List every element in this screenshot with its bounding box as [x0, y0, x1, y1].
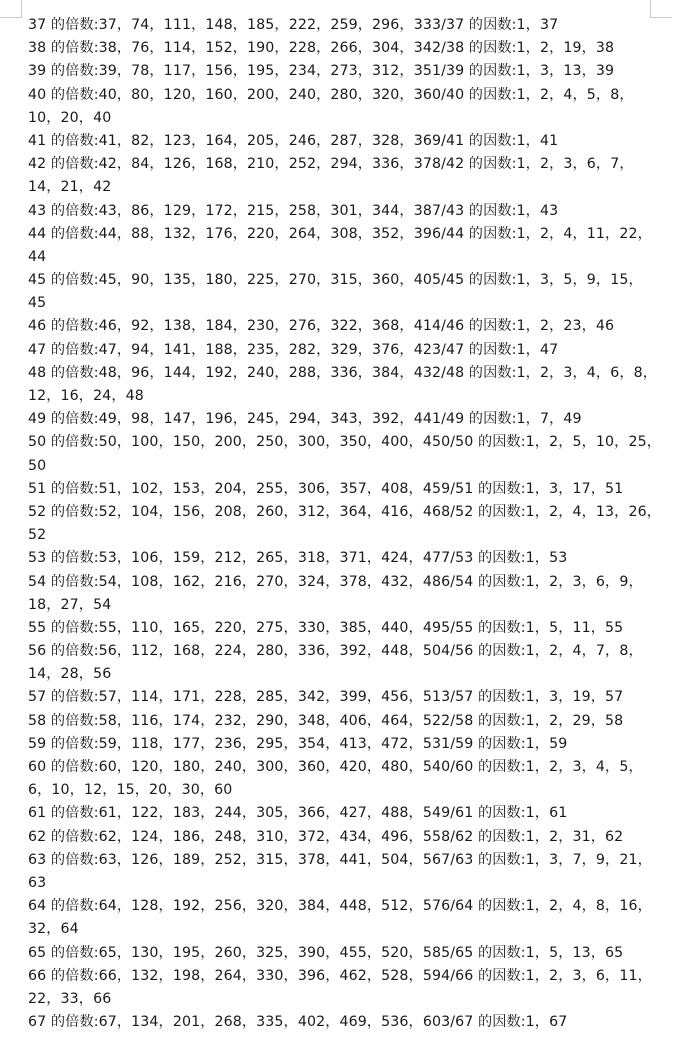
- text-line: 44 的倍数:44，88，132，176，220，264，308，352，396/44 的因数:1，2，4，11，22，: [28, 225, 652, 242]
- text-line: 66 的倍数:66，132，198，264，330，396，462，528，594/66 的因数:1，2，3，6，11，: [28, 967, 652, 984]
- text-line: 53 的倍数:53，106，159，212，265，318，371，424，477/53 的因数:1，53: [28, 550, 568, 567]
- text-line: 45 的倍数:45，90，135，180，225，270，315，360，405/45 的因数:1，3，5，9，15，: [28, 272, 643, 289]
- text-line: 45: [28, 295, 47, 312]
- text-line: 59 的倍数:59，118，177，236，295，354，413，472，531/59 的因数:1，59: [28, 735, 568, 752]
- text-line: 38 的倍数:38，76，114，152，190，228，266，304，342/38 的因数:1，2，19，38: [28, 40, 615, 57]
- text-line: 6，10，12，15，20，30，60: [28, 782, 233, 799]
- text-line: 39 的倍数:39，78，117，156，195，234，273，312，351/39 的因数:1，3，13，39: [28, 63, 615, 80]
- text-line: 54 的倍数:54，108，162，216，270，324，378，432，486/54 的因数:1，2，3，6，9，: [28, 573, 643, 590]
- text-line: 41 的倍数:41，82，123，164，205，246，287，328，369/41 的因数:1，41: [28, 132, 559, 149]
- text-line: 40 的倍数:40，80，120，160，200，240，280，320，360/40 的因数:1，2，4，5，8，: [28, 86, 634, 103]
- text-line: 37 的倍数:37，74，111，148，185，222，259，296，333/37 的因数:1，37: [28, 17, 559, 33]
- text-line: 12，16，24，48: [28, 388, 144, 404]
- text-line: 32，64: [28, 921, 79, 938]
- text-line: 57 的倍数:57，114，171，228，285，342，399，456，513/57 的因数:1，3，19，57: [28, 689, 624, 706]
- text-line: 56 的倍数:56，112，168，224，280，336，392，448，504/56 的因数:1，2，4，7，8，: [28, 643, 643, 660]
- text-line: 10，20，40: [28, 109, 112, 126]
- text-line: 14，21，42: [28, 179, 112, 196]
- text-line: 64 的倍数:64，128，192，256，320，384，448，512，576/64 的因数:1，2，4，8，16，: [28, 898, 652, 915]
- text-line: 49 的倍数:49，98，147，196，245，294，343，392，441/49 的因数:1，7，49: [28, 411, 582, 428]
- text-line: 60 的倍数:60，120，180，240，300，360，420，480，540/60 的因数:1，2，3，4，5，: [28, 759, 643, 775]
- text-line: 65 的倍数:65，130，195，260，325，390，455，520，585/65 的因数:1，5，13，65: [28, 944, 624, 961]
- text-line: 51 的倍数:51，102，153，204，255，306，357，408，459/51 的因数:1，3，17，51: [28, 480, 624, 497]
- text-line: 14，28，56: [28, 666, 112, 683]
- document-body: [28, 14, 662, 1034]
- text-line: 50 的倍数:50，100，150，200，250，300，350，400，450/50 的因数:1，2，5，10，25，: [28, 434, 662, 451]
- text-line: 42 的倍数:42，84，126，168，210，252，294，336，378/42 的因数:1，2，3，6，7，: [28, 156, 634, 173]
- text-line: 63 的倍数:63，126，189，252，315，378，441，504，567/63 的因数:1，3，7，9，21，: [28, 851, 652, 868]
- text-line: 52: [28, 527, 47, 544]
- page-corner-mark-left: [0, 0, 22, 18]
- text-line: 61 的倍数:61，122，183，244，305，366，427，488，549/61 的因数:1，61: [28, 805, 568, 822]
- text-line: 63: [28, 874, 47, 891]
- text-line: 46 的倍数:46，92，138，184，230，276，322，368，414/46 的因数:1，2，23，46: [28, 318, 615, 335]
- text-line: 43 的倍数:43，86，129，172，215，258，301，344，387/43 的因数:1，43: [28, 202, 559, 219]
- text-line: 52 的倍数:52，104，156，208，260，312，364，416，468/52 的因数:1，2，4，13，26，: [28, 503, 662, 520]
- text-line: 47 的倍数:47，94，141，188，235，282，329，376，423/47 的因数:1，47: [28, 341, 559, 358]
- text-line: 62 的倍数:62，124，186，248，310，372，434，496，558/62 的因数:1，2，31，62: [28, 828, 624, 845]
- text-line: 50: [28, 457, 47, 474]
- text-line: 58 的倍数:58，116，174，232，290，348，406，464，522/58 的因数:1，2，29，58: [28, 712, 624, 729]
- text-line: 55 的倍数:55，110，165，220，275，330，385，440，495/55 的因数:1，5，11，55: [28, 619, 624, 636]
- text-line: 22，33，66: [28, 990, 112, 1007]
- text-line: 18，27，54: [28, 596, 112, 613]
- text-line: 67 的倍数:67，134，201，268，335，402，469，536，603/67 的因数:1，67: [28, 1014, 568, 1031]
- text-line: 44: [28, 248, 47, 265]
- text-line: 48 的倍数:48，96，144，192，240，288，336，384，432/48 的因数:1，2，3，4，6，8，: [28, 364, 658, 381]
